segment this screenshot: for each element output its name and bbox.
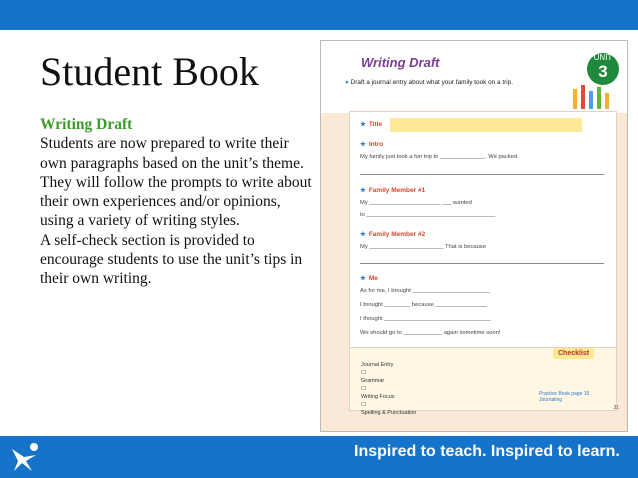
line: I thought _________________________________ — [360, 316, 491, 322]
unit-number: 3 — [598, 62, 608, 81]
bullet-icon: ● — [345, 79, 349, 86]
section-me — [360, 274, 378, 282]
brand-logo-icon — [8, 441, 42, 473]
checklist-items — [361, 361, 416, 417]
section-label: Title — [368, 121, 383, 128]
section-label: Family Member #2 — [368, 231, 426, 238]
section-family-2 — [360, 230, 425, 238]
checklist-item: ☐ Grammar — [361, 370, 385, 384]
tagline: Inspired to teach. Inspired to learn. — [354, 443, 620, 460]
star-icon: ★ — [360, 187, 366, 194]
rule — [360, 174, 604, 175]
rule — [360, 263, 604, 264]
line: My _______________________ That is because — [360, 244, 486, 250]
top-bar — [0, 0, 638, 30]
checklist-item: ☐ Spelling & Punctuation — [361, 402, 417, 416]
slide-title: Student Book — [40, 49, 259, 94]
draft-card — [349, 111, 617, 351]
checklist-label: Journal Entry — [361, 362, 394, 368]
checklist-title: Checklist — [553, 348, 594, 359]
star-icon: ★ — [360, 231, 366, 238]
star-icon: ★ — [360, 121, 366, 128]
checklist-item: ☐ Writing Focus — [361, 386, 395, 400]
line: We should go to ____________ again sometime soon! — [360, 330, 501, 336]
practice-note: Practice Book page 15 Journaling — [539, 391, 590, 403]
slide-subtitle: Writing Draft — [40, 116, 133, 133]
line: My family just took a fun trip to ______________. We packed — [360, 154, 518, 160]
pencils-icon — [567, 85, 617, 111]
section-intro — [360, 140, 383, 148]
page-number: 31 — [613, 405, 619, 411]
title-highlight — [390, 118, 582, 132]
paragraph-3: A self-check section is provided to encourage students to use the unit’s tips in their own writing. — [40, 231, 303, 288]
star-icon: ★ — [360, 141, 366, 148]
line: I brought ________ because ________________ — [360, 302, 488, 308]
prompt-text: Draft a journal entry about what your family took on a trip. — [350, 79, 513, 86]
slide-body — [40, 115, 318, 289]
section-title — [360, 120, 382, 128]
unit-badge — [587, 53, 619, 85]
unit-label: UNIT — [593, 53, 613, 62]
section-label: Me — [368, 275, 378, 282]
paragraph-1: Students are now prepared to write their own paragraphs based on the unit’s theme. — [40, 135, 304, 172]
line: As for me, I brought ________________________ — [360, 288, 490, 294]
section-label: Family Member #1 — [368, 187, 426, 194]
section-family-1 — [360, 186, 425, 194]
page-prompt — [345, 79, 513, 86]
student-book-page-image — [320, 40, 628, 432]
line: to ________________________________________ — [360, 212, 496, 218]
section-label: Intro — [368, 141, 384, 148]
page-heading: Writing Draft — [361, 55, 440, 70]
star-icon: ★ — [360, 275, 366, 282]
paragraph-2: They will follow the prompts to write about their own experiences and/or opinions, using a variety of writing styles. — [40, 173, 312, 230]
line: My ______________________ ___ wanted — [360, 200, 472, 206]
